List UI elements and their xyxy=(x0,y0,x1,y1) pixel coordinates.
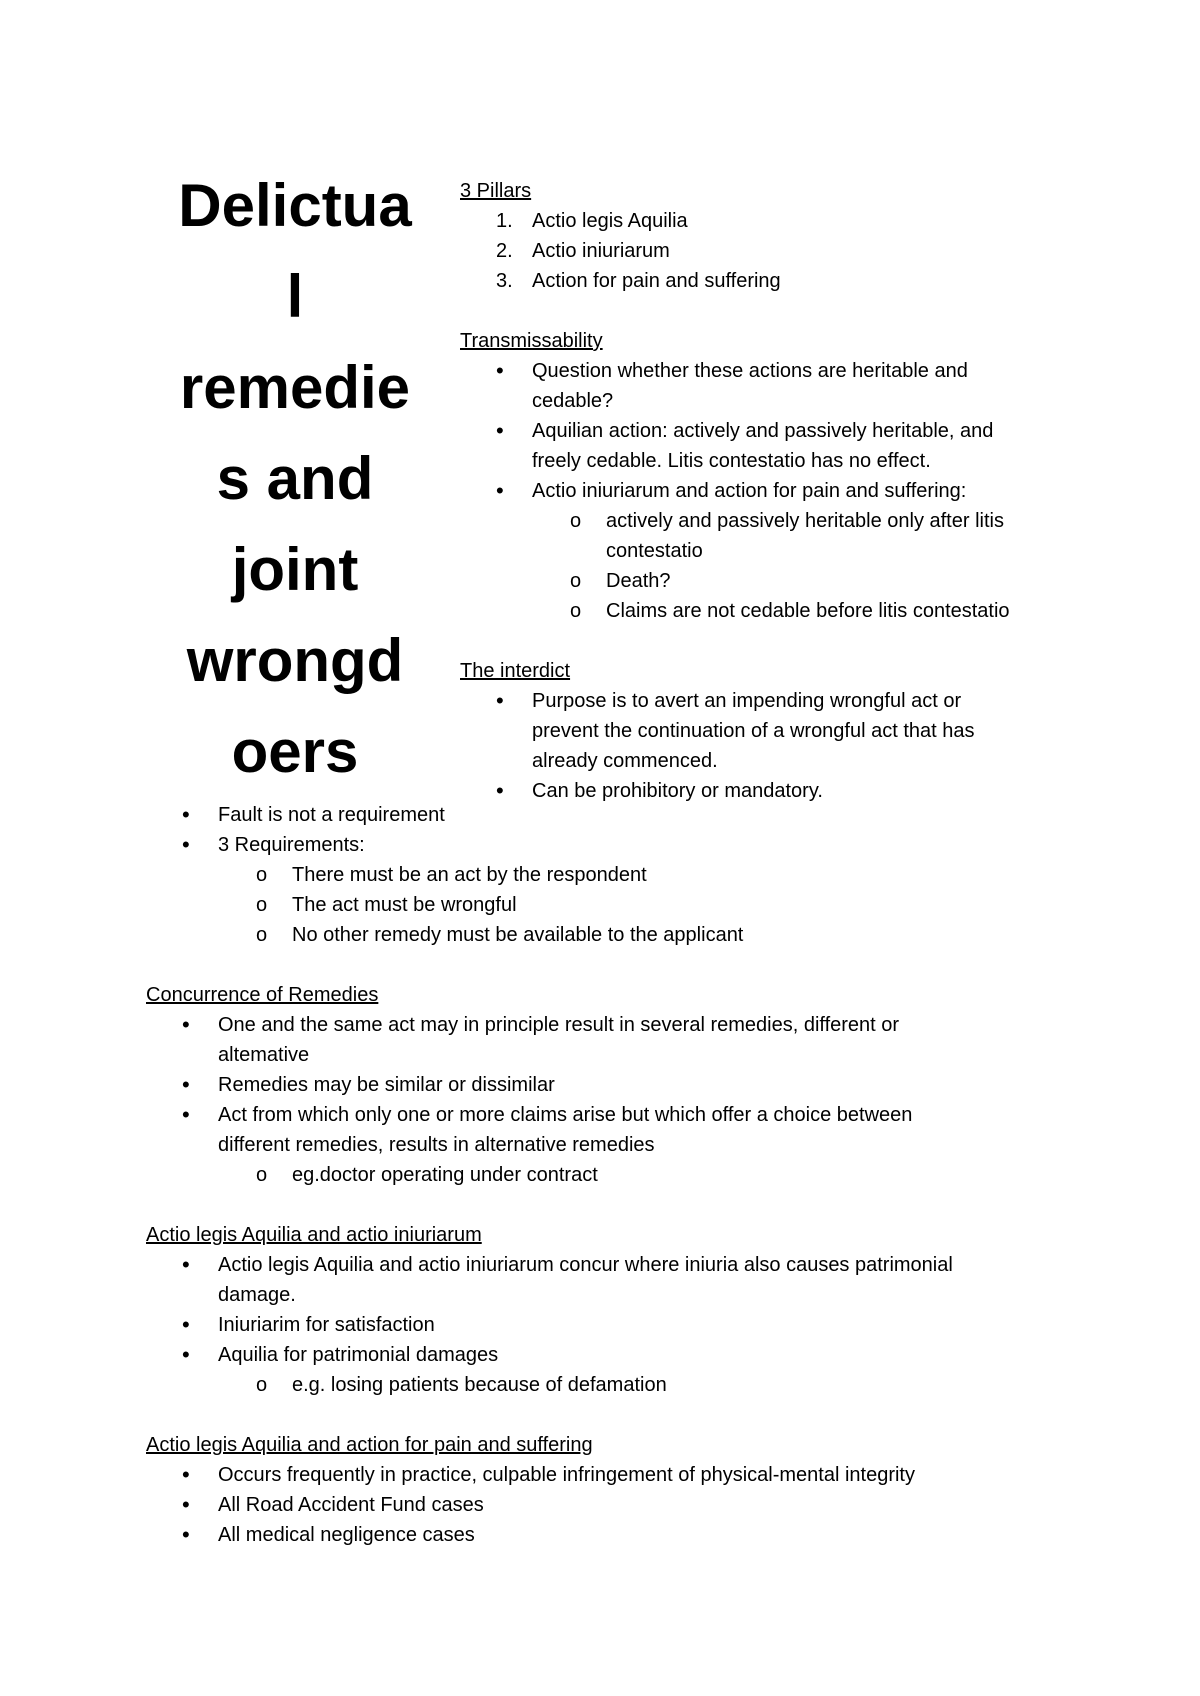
sub-bullet-item xyxy=(460,596,1080,626)
item-text: Actio legis Aquilia xyxy=(532,210,688,232)
bullet-item xyxy=(460,356,1080,386)
sub-bullet-icon: o xyxy=(256,1374,268,1396)
section-pillars xyxy=(460,176,1080,296)
bullet-icon: • xyxy=(496,478,504,503)
item-text: Aquilia for patrimonial damages xyxy=(218,1344,499,1366)
item-text: Aquilian action: actively and passively heritable, and xyxy=(532,420,994,442)
full-width-column xyxy=(146,800,1076,1580)
item-text: contestatio xyxy=(606,540,703,562)
section-interdict-top xyxy=(460,656,1080,806)
item-text: Death? xyxy=(606,570,671,592)
item-text: Fault is not a requirement xyxy=(218,804,445,826)
right-column xyxy=(460,176,1080,806)
sub-bullet-icon: o xyxy=(256,924,268,946)
section-aquilia-iniuriarum xyxy=(146,1220,1076,1400)
bullet-continuation xyxy=(146,1280,1076,1310)
bullet-icon: • xyxy=(182,832,190,857)
bullet-icon: • xyxy=(182,1012,190,1037)
number-marker: 3. xyxy=(496,270,513,292)
item-text: No other remedy must be available to the applicant xyxy=(292,924,744,946)
bullet-item xyxy=(460,476,1080,506)
item-text: already commenced. xyxy=(532,750,718,772)
bullet-item xyxy=(146,1070,1076,1100)
bullet-icon: • xyxy=(182,1492,190,1517)
item-text: Claims are not cedable before litis contestatio xyxy=(606,600,1010,622)
bullet-item xyxy=(146,1520,1076,1550)
bullet-item xyxy=(146,830,1076,860)
item-text: All Road Accident Fund cases xyxy=(218,1494,484,1516)
sub-bullet-icon: o xyxy=(570,600,582,622)
item-text: cedable? xyxy=(532,390,614,412)
bullet-icon: • xyxy=(182,1342,190,1367)
bullet-icon: • xyxy=(182,1252,190,1277)
item-text: Purpose is to avert an impending wrongful act or xyxy=(532,690,962,712)
bullet-item xyxy=(460,416,1080,446)
sub-bullet-item xyxy=(146,890,1076,920)
item-text: freely cedable. Litis contestatio has no effect. xyxy=(532,450,931,472)
title-line: oers xyxy=(231,718,359,785)
bullet-item xyxy=(146,1340,1076,1370)
title-line: remedie xyxy=(179,354,411,421)
bullet-continuation xyxy=(460,446,1080,476)
item-text: Actio legis Aquilia and actio iniuriarum concur where iniuria also causes patrimonial xyxy=(218,1254,953,1276)
document-title xyxy=(160,160,430,797)
bullet-continuation xyxy=(146,1040,1076,1070)
section-heading: Actio legis Aquilia and actio iniuriarum xyxy=(146,1224,482,1246)
section-heading: Transmissability xyxy=(460,330,603,352)
item-text: different remedies, results in alternative remedies xyxy=(218,1134,655,1156)
item-text: Occurs frequently in practice, culpable infringement of physical-mental integrity xyxy=(218,1464,915,1486)
title-line: l xyxy=(286,263,304,330)
item-text: altemative xyxy=(218,1044,310,1066)
section-heading: Actio legis Aquilia and action for pain and suffering xyxy=(146,1434,593,1456)
bullet-continuation xyxy=(146,1130,1076,1160)
sub-bullet-item xyxy=(146,1370,1076,1400)
item-text: All medical negligence cases xyxy=(218,1524,475,1546)
item-text: actively and passively heritable only after litis xyxy=(606,510,1004,532)
item-text: There must be an act by the respondent xyxy=(292,864,647,886)
section-transmissability xyxy=(460,326,1080,626)
bullet-continuation xyxy=(460,746,1080,776)
number-marker: 2. xyxy=(496,240,513,262)
title-line: wrongd xyxy=(186,627,404,694)
item-text: Question whether these actions are heritable and xyxy=(532,360,968,382)
bullet-icon: • xyxy=(182,1462,190,1487)
sub-bullet-continuation xyxy=(460,536,1080,566)
sub-bullet-item xyxy=(146,860,1076,890)
title-line: s and xyxy=(216,445,374,512)
item-text: Remedies may be similar or dissimilar xyxy=(218,1074,555,1096)
section-aquilia-pain xyxy=(146,1430,1076,1550)
number-marker: 1. xyxy=(496,210,513,232)
sub-bullet-item xyxy=(460,506,1080,536)
sub-bullet-icon: o xyxy=(570,570,582,592)
bullet-continuation xyxy=(460,716,1080,746)
title-line: Delictua xyxy=(178,172,412,239)
bullet-continuation xyxy=(460,386,1080,416)
sub-bullet-item xyxy=(460,566,1080,596)
bullet-item xyxy=(460,686,1080,716)
item-text: Actio iniuriarum and action for pain and suffering: xyxy=(532,480,967,502)
bullet-item xyxy=(146,1010,1076,1040)
item-text: Act from which only one or more claims arise but which offer a choice between xyxy=(218,1104,913,1126)
bullet-icon: • xyxy=(182,1522,190,1547)
section-heading: Concurrence of Remedies xyxy=(146,984,379,1006)
item-text: eg.doctor operating under contract xyxy=(292,1164,598,1186)
item-text: prevent the continuation of a wrongful act that has xyxy=(532,720,975,742)
bullet-item xyxy=(146,1460,1076,1490)
item-text: Iniuriarim for satisfaction xyxy=(218,1314,435,1336)
item-text: e.g. losing patients because of defamation xyxy=(292,1374,667,1396)
bullet-icon: • xyxy=(496,688,504,713)
section-interdict-bottom xyxy=(146,800,1076,950)
bullet-icon: • xyxy=(496,358,504,383)
bullet-item xyxy=(146,1100,1076,1130)
bullet-icon: • xyxy=(182,1312,190,1337)
sub-bullet-icon: o xyxy=(570,510,582,532)
bullet-item xyxy=(146,800,1076,830)
bullet-icon: • xyxy=(182,1102,190,1127)
numbered-item xyxy=(460,236,1080,266)
item-text: Action for pain and suffering xyxy=(532,270,781,292)
sub-bullet-icon: o xyxy=(256,864,268,886)
bullet-icon: • xyxy=(496,778,504,803)
numbered-item xyxy=(460,266,1080,296)
item-text: Can be prohibitory or mandatory. xyxy=(532,780,823,802)
bullet-item xyxy=(146,1250,1076,1280)
section-heading: 3 Pillars xyxy=(460,180,532,202)
bullet-icon: • xyxy=(182,802,190,827)
item-text: Actio iniuriarum xyxy=(532,240,670,262)
item-text: One and the same act may in principle result in several remedies, different or xyxy=(218,1014,900,1036)
section-heading: The interdict xyxy=(460,660,571,682)
bullet-icon: • xyxy=(496,418,504,443)
title-line: joint xyxy=(231,536,359,603)
item-text: 3 Requirements: xyxy=(218,834,365,856)
item-text: damage. xyxy=(218,1284,296,1306)
numbered-item xyxy=(460,206,1080,236)
section-concurrence xyxy=(146,980,1076,1190)
bullet-item xyxy=(146,1310,1076,1340)
sub-bullet-icon: o xyxy=(256,1164,268,1186)
sub-bullet-item xyxy=(146,1160,1076,1190)
bullet-icon: • xyxy=(182,1072,190,1097)
bullet-item xyxy=(146,1490,1076,1520)
sub-bullet-icon: o xyxy=(256,894,268,916)
sub-bullet-item xyxy=(146,920,1076,950)
item-text: The act must be wrongful xyxy=(292,894,517,916)
